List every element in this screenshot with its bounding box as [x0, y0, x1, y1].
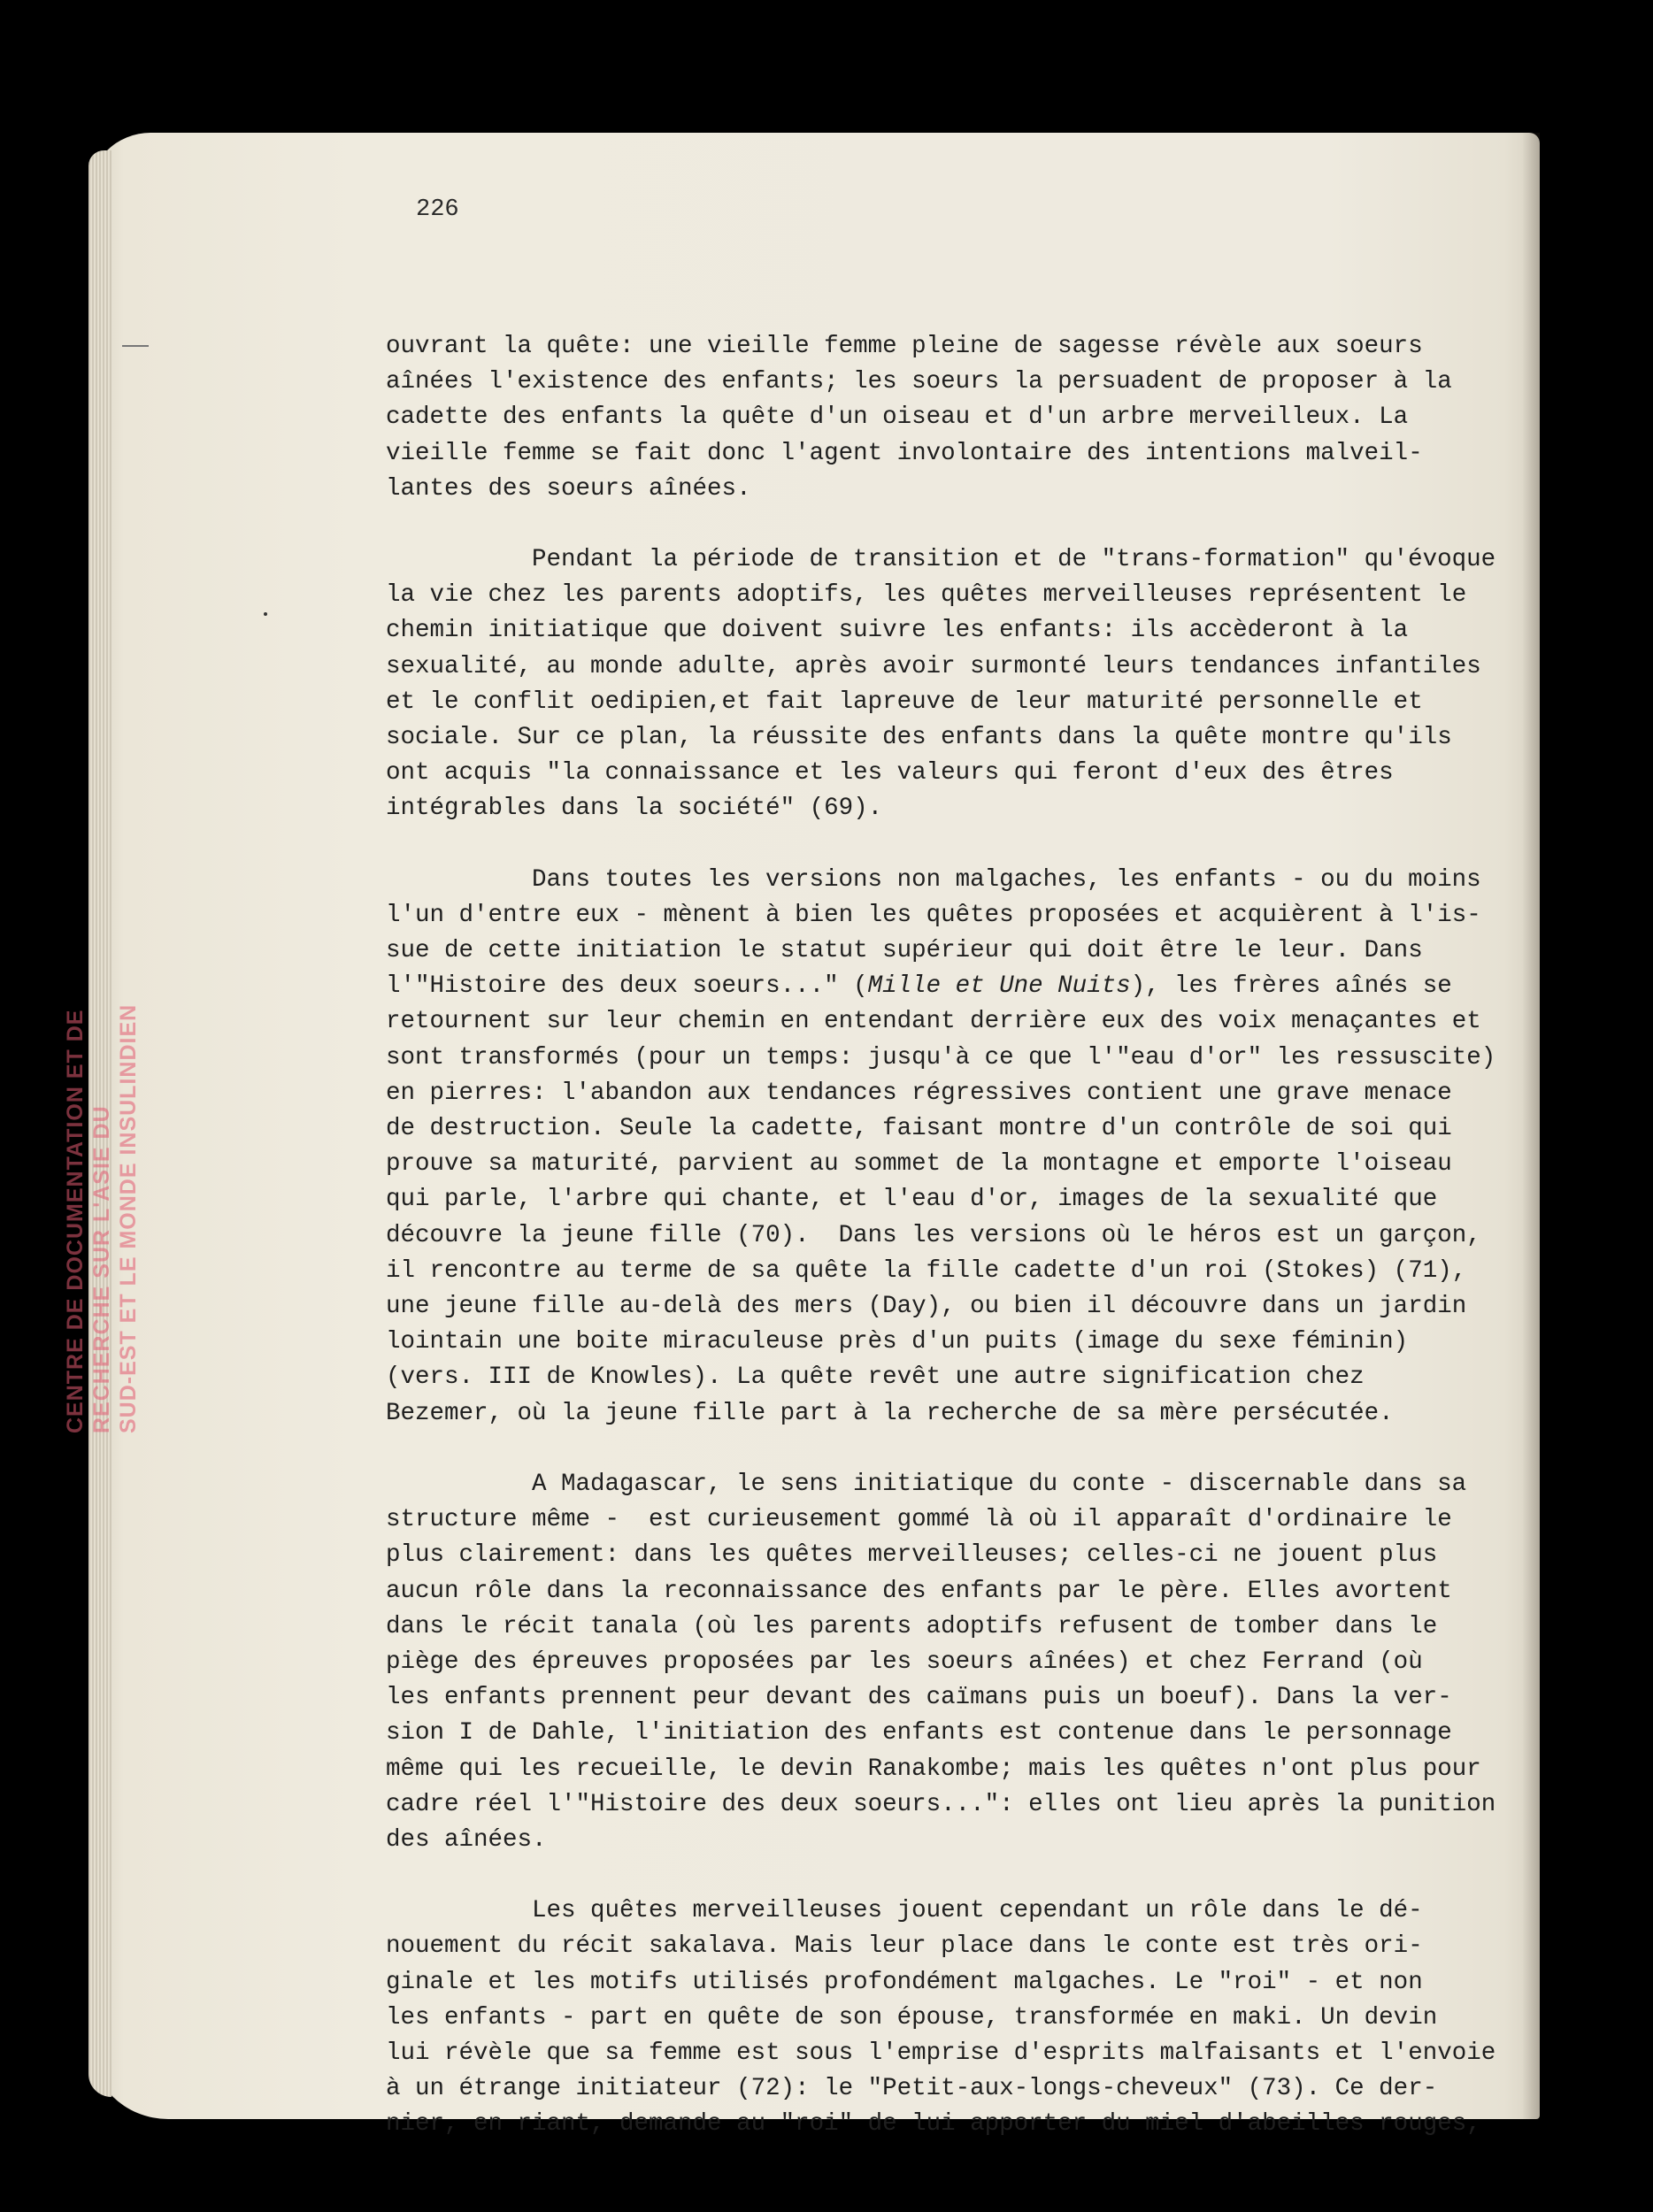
text-line: Bezemer, où la jeune fille part à la recherche de sa mère persécutée. — [386, 1399, 1394, 1427]
text-line: cadre réel l'"Histoire des deux soeurs...": elles ont lieu après la punition — [386, 1790, 1496, 1818]
book-title: Mille et Une Nuits — [867, 972, 1131, 1001]
text-line: plus clairement: dans les quêtes merveilleuses; celles-ci ne jouent plus — [386, 1541, 1438, 1570]
text-line: l'un d'entre eux - mènent à bien les quêtes proposées et acquièrent à l'is- — [386, 901, 1481, 929]
text-line: sont transformés (pour un temps: jusqu'à ce que l'"eau d'or" les ressuscite) — [386, 1043, 1496, 1071]
stamp-line: RECHERCHE SUR L'ASIE DU — [89, 1105, 114, 1433]
text-line: retournent sur leur chemin en entendant derrière eux des voix menaçantes et — [386, 1008, 1481, 1036]
margin-mark — [122, 345, 149, 347]
margin-dot — [264, 612, 267, 616]
text-line: lui révèle que sa femme est sous l'emprise d'esprits malfaisants et l'envoie — [386, 2039, 1496, 2067]
text-line: ont acquis "la connaissance et les valeurs qui feront d'eux des êtres — [386, 759, 1394, 787]
text-line: en pierres: l'abandon aux tendances régressives contient une grave menace — [386, 1079, 1452, 1107]
text-line: dans le récit tanala (où les parents adoptifs refusent de tomber dans le — [386, 1612, 1438, 1640]
text-line: (vers. III de Knowles). La quête revêt une autre signification chez — [386, 1363, 1365, 1392]
text-line: il rencontre au terme de sa quête la fille cadette d'un roi (Stokes) (71), — [386, 1256, 1467, 1285]
text-line: aucun rôle dans la reconnaissance des enfants par le père. Elles avortent — [386, 1577, 1452, 1605]
text-line: de destruction. Seule la cadette, faisant montre d'un contrôle de soi qui — [386, 1115, 1452, 1143]
stamp-line: CENTRE DE DOCUMENTATION ET DE — [63, 1009, 88, 1433]
text-line: lantes des soeurs aînées. — [386, 474, 751, 503]
text-line: Pendant la période de transition et de "trans-formation" qu'évoque — [532, 546, 1496, 574]
text-line: nouement du récit sakalava. Mais leur place dans le conte est très ori- — [386, 1932, 1423, 1961]
text-line: nier, en riant, demande au "roi" de lui apporter du miel d'abeilles rouges, — [386, 2110, 1481, 2139]
text-line: intégrables dans la société" (69). — [386, 795, 883, 823]
text-line-with-title — [386, 969, 1465, 1004]
text-fragment: l'"Histoire des deux soeurs..." ( — [386, 972, 868, 1001]
text-line: sociale. Sur ce plan, la réussite des enfants dans la quête montre qu'ils — [386, 724, 1452, 752]
text-line: structure même - est curieusement gommé là où il apparaît d'ordinaire le — [386, 1506, 1452, 1534]
text-line: à un étrange initiateur (72): le "Petit-aux-longs-cheveux" (73). Ce der- — [386, 2075, 1438, 2103]
text-line: ouvrant la quête: une vieille femme pleine de sagesse révèle aux soeurs — [386, 333, 1423, 360]
paragraph-3 — [386, 863, 1496, 1432]
text-line: aînées l'existence des enfants; les soeurs la persuadent de proposer à la — [386, 368, 1452, 396]
text-line: Les quêtes merveilleuses jouent cependant un rôle dans le dé- — [532, 1897, 1423, 1925]
paragraph-5 — [386, 1893, 1496, 2142]
text-line: prouve sa maturité, parvient au sommet de la montagne et emporte l'oiseau — [386, 1150, 1452, 1179]
spine-shadow — [1522, 133, 1540, 2119]
text-line: les enfants prennent peur devant des caïmans puis un boeuf). Dans la ver- — [386, 1684, 1452, 1712]
text-line: ginale et les motifs utilisés profondément malgaches. Le "roi" - et non — [386, 1968, 1423, 1996]
text-line: la vie chez les parents adoptifs, les quêtes merveilleuses représentent le — [386, 581, 1467, 610]
paragraph-1 — [386, 329, 1465, 507]
text-line: qui parle, l'arbre qui chante, et l'eau d'or, images de la sexualité que — [386, 1186, 1438, 1214]
body-text — [386, 329, 1496, 2143]
text-line: sion I de Dahle, l'initiation des enfants est contenue dans le personnage — [386, 1719, 1452, 1747]
text-line: sue de cette initiation le statut supérieur qui doit être le leur. Dans — [386, 937, 1423, 965]
paragraph-4 — [386, 1467, 1496, 1858]
text-line: des aînées. — [386, 1825, 547, 1854]
stamp-line: SUD-EST ET LE MONDE INSULINDIEN — [116, 1003, 141, 1433]
text-line: sexualité, au monde adulte, après avoir surmonté leurs tendances infantiles — [386, 652, 1481, 680]
text-line: piège des épreuves proposées par les soeurs aînées) et chez Ferrand (où — [386, 1647, 1423, 1676]
text-line: lointain une boite miraculeuse près d'un puits (image du sexe féminin) — [386, 1328, 1409, 1356]
text-line: cadette des enfants la quête d'un oiseau et d'un arbre merveilleux. La — [386, 403, 1409, 432]
text-line: les enfants - part en quête de son épouse, transformée en maki. Un devin — [386, 2003, 1438, 2032]
text-line: découvre la jeune fille (70). Dans les versions où le héros est un garçon, — [386, 1221, 1481, 1249]
paragraph-2 — [386, 542, 1496, 827]
text-line: une jeune fille au-delà des mers (Day), ou bien il découvre dans un jardin — [386, 1293, 1467, 1321]
text-line: même qui les recueille, le devin Ranakombe; mais les quêtes n'ont plus pour — [386, 1755, 1481, 1783]
text-line: A Madagascar, le sens initiatique du conte - discernable dans sa — [532, 1470, 1467, 1498]
text-fragment: ), les frères aînés se — [1130, 972, 1452, 1001]
library-stamp — [62, 1003, 142, 1433]
text-line: Dans toutes les versions non malgaches, les enfants - ou du moins — [532, 865, 1481, 894]
text-line: et le conflit oedipien,et fait lapreuve de leur maturité personnelle et — [386, 687, 1423, 716]
text-line: vieille femme se fait donc l'agent involontaire des intentions malveil- — [386, 439, 1423, 467]
text-line: chemin initiatique que doivent suivre les enfants: ils accèderont à la — [386, 617, 1409, 645]
page-number: 226 — [416, 196, 459, 223]
